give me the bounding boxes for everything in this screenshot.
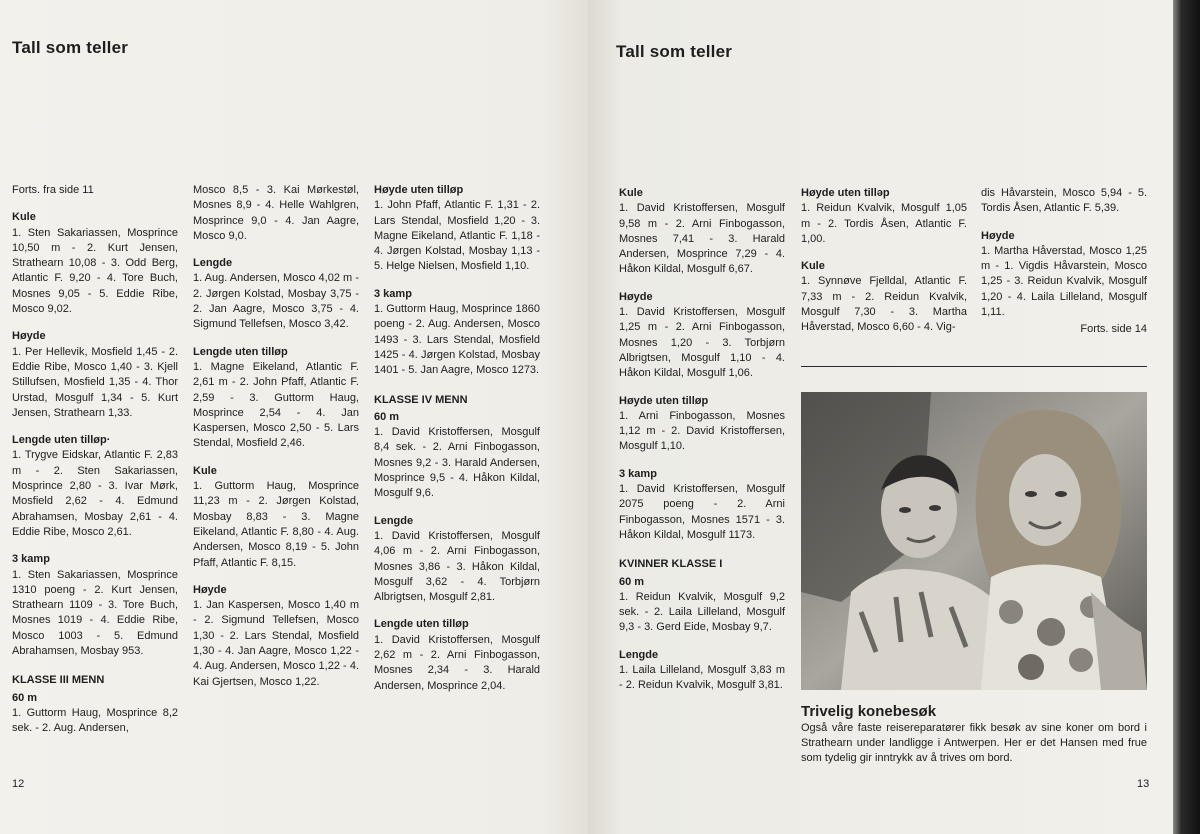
couple-photo-illustration [801, 392, 1147, 690]
right-page-number: 13 [1137, 778, 1150, 790]
class-heading: KVINNER KLASSE I [619, 558, 723, 571]
result-paragraph: 1. Sten Sakariassen, Mosprince 1310 poeng - 2. Kurt Jensen, Strathearn 1109 - 3. Tore Buch, Mosnes 1019 - 4. Eddie Ribe, Mosco 1003 - 5. Edmund Abrahamsen, Mosbay 953. [12, 568, 178, 658]
result-paragraph: 1. David Kristoffersen, Mosgulf 2,62 m - 2. Arni Finbogasson, Mosnes 2,34 - 3. Harald Andersen, Mosprince 2,04. [374, 633, 540, 692]
result-paragraph: 1. Reidun Kvalvik, Mosgulf 1,05 m - 2. Tordis Åsen, Atlantic F. 1,00. [801, 202, 967, 245]
event-heading: Høyde [12, 330, 46, 343]
continued-note: Forts. fra side 11 [12, 184, 94, 196]
event-heading: Kule [801, 260, 825, 273]
result-paragraph: 1. David Kristoffersen, Mosgulf 2075 poeng - 2. Arni Finbogasson, Mosnes 1571 - 3. Håkon Kildal, Mosgulf 1173. [619, 483, 785, 541]
result-paragraph: 1. Guttorm Haug, Mosprince 11,23 m - 2. Jørgen Kolstad, Mosbay 8,83 - 3. Magne Eikeland, Atlantic F. 8,80 - 4. Aug. Andersen, Mosco 8,19 - 5. John Pfaff, Atlantic F. 8,15. [193, 480, 359, 569]
result-paragraph: 1. Reidun Kvalvik, Mosgulf 9,2 sek. - 2. Laila Lilleland, Mosgulf 9,3 - 3. Gerd Eide, Mosbay 9,7. [619, 590, 785, 634]
event-heading: Høyde uten tilløp [619, 394, 709, 407]
photo-caption: Også våre faste reisereparatører fikk besøk av sine koner om bord i Strathearn under landligge i Antwerpen. Her er det Hansen med frue som tydelig gir inntrykk av å trives om bord. [801, 722, 1147, 764]
event-heading: 60 m [619, 575, 645, 588]
left-page-title: Tall som teller [12, 38, 129, 57]
right-column-3 [981, 186, 1147, 338]
class-heading: KLASSE III MENN [12, 674, 105, 687]
event-heading: Høyde uten tilləp [801, 187, 890, 199]
page-edge [1173, 0, 1200, 834]
result-paragraph: 1. David Kristoffersen, Mosgulf 4,06 m - 2. Arni Finbogasson, Mosnes 3,86 - 3. Håkon Kildal, Mosgulf 3,62 - 4. Torbjørn Albrigtsen, Mosgulf 2,81. [374, 529, 540, 604]
result-paragraph: 1. Jan Kaspersen, Mosco 1,40 m - 2. Sigmund Tellefsen, Mosco 1,30 - 2. Lars Stendal, Mosfield 1,30 - 4. Jan Aagre, Mosco 1,22 - 4. Aug. Andersen, Mosco 1,22 - 4. Kai Gjertsen, Mosco 1,22. [193, 599, 359, 688]
event-heading: Kule [193, 464, 217, 477]
result-paragraph: 1. Synnøve Fjelldal, Atlantic F. 7,33 m - 2. Reidun Kvalvik, Mosgulf 7,30 - 3. Martha Håverstad, Mosco 6,60 - 4. Vig- [801, 275, 967, 334]
result-paragraph: 1. Guttorm Haug, Mosprince 8,2 sek. - 2. Aug. Andersen, [12, 706, 178, 735]
result-paragraph: dis Håvarstein, Mosco 5,94 - 5. Tordis Åsen, Atlantic F. 5,39. [981, 187, 1147, 215]
class-heading: KLASSE IV MENN [374, 393, 468, 406]
couple-photo [801, 392, 1147, 690]
event-heading: 3 kamp [619, 467, 657, 480]
right-page-title: Tall som teller [616, 42, 733, 61]
section-rule [801, 366, 1147, 367]
result-paragraph: 1. Magne Eikeland, Atlantic F. 2,61 m - 2. John Pfaff, Atlantic F. 2,59 - 3. Guttorm Haug, Mosprince 2,54 - 4. Jan Kaspersen, Mosco 2,50 - 5. Lars Stendal, Mosfield 2,46. [193, 360, 359, 450]
right-column-1 [619, 186, 785, 694]
event-heading: 60 m [374, 410, 400, 423]
result-paragraph: Mosco 8,5 - 3. Kai Mørkestøl, Mosnes 8,9 - 4. Helle Wahlgren, Mosprince 9,0 - 4. Jan Aagre, Mosco 9,0. [193, 184, 359, 242]
event-heading: Lengde uten tilløp [193, 345, 288, 358]
result-paragraph: 1. David Kristoffersen, Mosgulf 1,25 m - 2. Arni Finbogasson, Mosnes 1,20 - 3. Torbjørn Albrigtsen, Mosgulf 1,10 - 4. Håkon Kildal, Mosgulf 1,06. [619, 306, 785, 380]
event-heading: Kule [619, 187, 643, 199]
event-heading: Høyde uten tilløp [374, 184, 464, 196]
left-column-3 [374, 183, 540, 694]
event-heading: 60 m [12, 691, 38, 704]
event-heading: Lengde [619, 648, 659, 661]
event-heading: Lengde uten tilløp [374, 618, 469, 631]
event-heading: Høyde [619, 290, 653, 303]
result-paragraph: 1. Per Hellevik, Mosfield 1,45 - 2. Eddie Ribe, Mosco 1,40 - 3. Kjell Stillufsen, Mosfield 1,35 - 4. Thor Urstad, Mosgulf 1,34 - 5. Kurt Jensen, Strathearn 1,33. [12, 345, 178, 419]
event-heading: 3 kamp [12, 553, 50, 566]
event-heading: Lengde [193, 257, 233, 270]
result-paragraph: 1. Martha Håverstad, Mosco 1,25 m - 1. Vigdis Håvarstein, Mosco 1,25 - 3. Reidun Kvalvik, Mosgulf 1,20 - 4. Laila Lilleland, Mosgulf 1,11. [981, 244, 1147, 319]
result-paragraph: 1. Arni Finbogasson, Mosnes 1,12 m - 2. David Kristoffersen, Mosgulf 1,10. [619, 409, 785, 453]
event-heading: 3 kamp [374, 287, 412, 300]
result-paragraph: 1. Aug. Andersen, Mosco 4,02 m - 2. Jørgen Kolstad, Mosbay 3,75 - 2. Jan Aagre, Mosco 3,75 - 4. Sigmund Tellefsen, Mosco 3,42. [193, 272, 359, 331]
result-paragraph: 1. David Kristoffersen, Mosgulf 9,58 m - 2. Arni Finbogasson, Mosnes 7,41 - 3. Harald Andersen, Mosprince 7,29 - 4. Håkon Kildal, Mosgulf 6,67. [619, 202, 785, 276]
event-heading: Lengde [374, 514, 414, 527]
event-heading: Høyde [193, 583, 227, 596]
left-column-1 [12, 183, 178, 737]
result-paragraph: 1. Laila Lilleland, Mosgulf 3,83 m - 2. Reidun Kvalvik, Mosgulf 3,81. [619, 664, 785, 692]
continued-note: Forts. side 14 [1080, 323, 1147, 336]
photo-caption-title: Trivelig konebesøk [801, 703, 937, 720]
event-heading: Høyde [981, 229, 1015, 242]
right-column-2 [801, 186, 967, 336]
result-paragraph: 1. John Pfaff, Atlantic F. 1,31 - 2. Lars Stendal, Mosfield 1,20 - 3. Magne Eikeland, Atlantic F. 1,18 - 4. Jørgen Kolstad, Mosbay 1,13 - 5. Helge Nielsen, Mosfield 1,10. [374, 199, 540, 273]
left-column-2 [193, 183, 359, 690]
result-paragraph: 1. Trygve Eidskar, Atlantic F. 2,83 m - 2. Sten Sakariassen, Mosprince 2,80 - 3. Ivar Mørk, Mosfield 2,62 - 4. Edmund Abrahamsen, Mosbay 2,61 - 4. Eddie Ribe, Mosco 2,61. [12, 449, 178, 538]
left-page-number: 12 [12, 778, 25, 790]
event-heading: Kule [12, 211, 36, 224]
result-paragraph: 1. Guttorm Haug, Mosprince 1860 poeng - 2. Aug. Andersen, Mosco 1493 - 3. Lars Stendal, Mosfield 1425 - 4. Jørgen Kolstad, Mosbay 1401 - 5. Jan Aagre, Mosco 1273. [374, 303, 540, 377]
result-paragraph: 1. David Kristoffersen, Mosgulf 8,4 sek. - 2. Arni Finbogasson, Mosnes 9,2 - 3. Harald Andersen, Mosprince 9,5 - 4. Håkon Kildal, Mosgulf 9,6. [374, 426, 540, 500]
result-paragraph: 1. Sten Sakariassen, Mosprince 10,50 m - 2. Kurt Jensen, Strathearn 10,08 - 3. Odd Berg, Atlantic F. 9,20 - 4. Tore Buch, Mosnes 9,05 - 5. Eddie Ribe, Mosco 9,02. [12, 226, 178, 316]
event-heading: Lengde uten tilløp· [12, 434, 111, 447]
